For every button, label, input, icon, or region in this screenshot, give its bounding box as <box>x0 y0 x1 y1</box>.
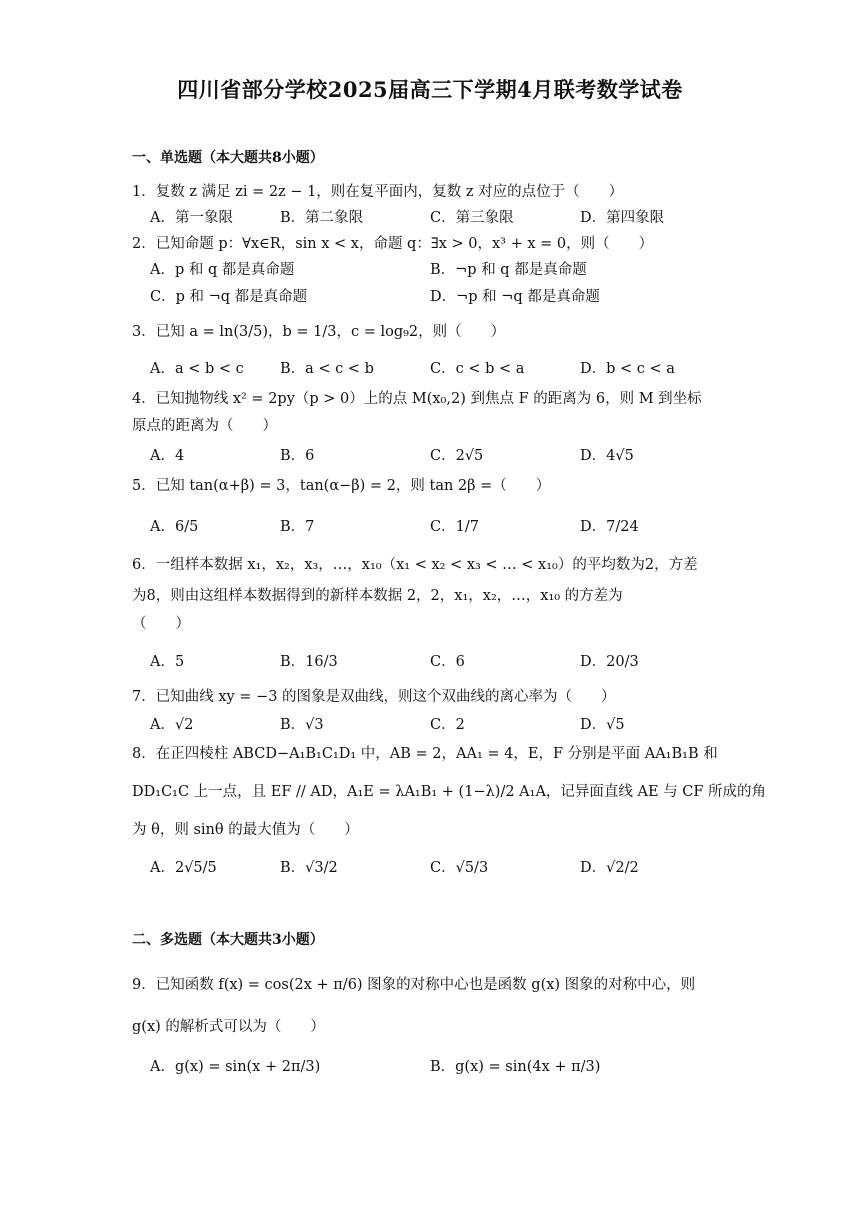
question-3-stem: 3．已知 a = ln(3/5)，b = 1/3，c = log₉2，则（ ） <box>132 324 506 340</box>
q2-option-a: A．p 和 q 都是真命题 <box>150 262 295 278</box>
q2-option-d: D．¬p 和 ¬q 都是真命题 <box>430 289 600 305</box>
question-4-stem-line1: 4．已知抛物线 x² = 2py（p > 0）上的点 M(x₀,2) 到焦点 F 的距离为 6，则 M 到坐标 <box>132 391 702 407</box>
question-8-stem-line2: DD₁C₁C 上一点，且 EF // AD，A₁E = λA₁B₁ + (1−λ)/2 A₁A，记异面直线 AE 与 CF 所成的角 <box>132 784 767 800</box>
q6-option-b: B．16/3 <box>280 654 338 670</box>
question-8-stem-line1: 8．在正四棱柱 ABCD−A₁B₁C₁D₁ 中，AB = 2，AA₁ = 4，E，F 分别是平面 AA₁B₁B 和 <box>132 746 718 762</box>
question-8-stem-line3: 为 θ，则 sinθ 的最大值为（ ） <box>132 822 359 838</box>
q5-option-b: B．7 <box>280 519 315 535</box>
q2-option-c: C．p 和 ¬q 都是真命题 <box>150 289 308 305</box>
q9-option-b: B．g(x) = sin(4x + π/3) <box>430 1059 601 1075</box>
q1-option-b: B．第二象限 <box>280 210 364 226</box>
q4-option-b: B．6 <box>280 448 315 464</box>
q7-option-c: C．2 <box>430 717 465 733</box>
q4-option-c: C．2√5 <box>430 448 484 464</box>
question-9-stem-line2: g(x) 的解析式可以为（ ） <box>132 1019 325 1035</box>
q3-option-a: A．a < b < c <box>150 361 244 377</box>
section-heading-single-choice: 一、单选题（本大题共8小题） <box>132 150 324 166</box>
q1-option-c: C．第三象限 <box>430 210 514 226</box>
q5-option-d: D．7/24 <box>580 519 639 535</box>
question-2-stem: 2．已知命题 p：∀x∈R，sin x < x，命题 q：∃x > 0，x³ + x = 0，则（ ） <box>132 236 654 252</box>
q6-option-c: C．6 <box>430 654 465 670</box>
q8-option-c: C．√5/3 <box>430 860 489 876</box>
q8-option-a: A．2√5/5 <box>150 860 217 876</box>
q7-option-d: D．√5 <box>580 717 625 733</box>
q6-option-a: A．5 <box>150 654 185 670</box>
q4-option-d: D．4√5 <box>580 448 634 464</box>
q8-option-d: D．√2/2 <box>580 860 639 876</box>
section-heading-multi-choice: 二、多选题（本大题共3小题） <box>132 932 324 948</box>
q4-option-a: A．4 <box>150 448 185 464</box>
q7-option-b: B．√3 <box>280 717 324 733</box>
question-1-stem: 1．复数 z 满足 zi = 2z − 1，则在复平面内，复数 z 对应的点位于（ ） <box>132 184 624 200</box>
q9-option-a: A．g(x) = sin(x + 2π/3) <box>150 1059 321 1075</box>
q3-option-c: C．c < b < a <box>430 361 525 377</box>
question-9-stem-line1: 9．已知函数 f(x) = cos(2x + π/6) 图象的对称中心也是函数 g(x) 图象的对称中心，则 <box>132 977 696 993</box>
question-5-stem: 5．已知 tan(α+β) = 3，tan(α−β) = 2，则 tan 2β =（ ） <box>132 478 551 494</box>
q5-option-a: A．6/5 <box>150 519 199 535</box>
q3-option-b: B．a < c < b <box>280 361 374 377</box>
question-6-stem-line2: 为8，则由这组样本数据得到的新样本数据 2，2，x₁，x₂，…，x₁₀ 的方差为 <box>132 588 623 604</box>
q2-option-b: B．¬p 和 q 都是真命题 <box>430 262 587 278</box>
question-6-stem-line3: （ ） <box>132 616 190 632</box>
page-title: 四川省部分学校2025届高三下学期4月联考数学试卷 <box>177 77 683 102</box>
q1-option-d: D．第四象限 <box>580 210 665 226</box>
q6-option-d: D．20/3 <box>580 654 639 670</box>
q5-option-c: C．1/7 <box>430 519 479 535</box>
q7-option-a: A．√2 <box>150 717 194 733</box>
q1-option-a: A．第一象限 <box>150 210 233 226</box>
q8-option-b: B．√3/2 <box>280 860 338 876</box>
question-7-stem: 7．已知曲线 xy = −3 的图象是双曲线，则这个双曲线的离心率为（ ） <box>132 689 616 705</box>
question-6-stem-line1: 6．一组样本数据 x₁，x₂，x₃，…，x₁₀（x₁ < x₂ < x₃ < … < x₁₀）的平均数为2，方差 <box>132 557 698 573</box>
question-4-stem-line2: 原点的距离为（ ） <box>132 418 277 434</box>
q3-option-d: D．b < c < a <box>580 361 675 377</box>
